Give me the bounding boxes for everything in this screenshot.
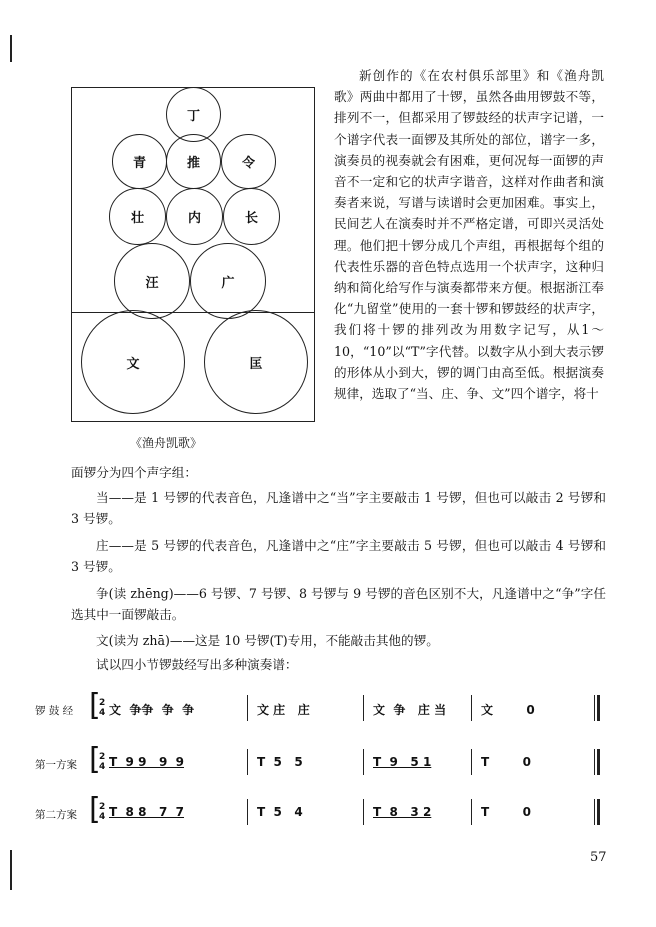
measure-1: T 8 8 7 7	[109, 805, 185, 819]
gong-label: 长	[244, 211, 258, 226]
row-label: 锣 鼓 经	[35, 705, 74, 717]
bar-line	[471, 799, 472, 825]
measure-2: T 5 5	[257, 755, 303, 769]
gong-chang	[223, 188, 280, 245]
measure-3: 文 争 庄 当	[373, 703, 447, 717]
measure-4: T 0	[481, 755, 531, 769]
gong-label: 推	[186, 156, 200, 171]
gong-label: 壮	[130, 211, 144, 226]
measure-1: 文 争争 争 争	[109, 703, 195, 717]
row-label: 第一方案	[35, 759, 77, 771]
bar-line	[247, 749, 248, 775]
gong-label: 汪	[145, 275, 159, 291]
gong-zhuang	[109, 188, 166, 245]
measure-4: T 0	[481, 805, 531, 819]
margin-mark-bottom	[10, 850, 12, 890]
paragraph-intro-end: 面锣分为四个声字组：	[71, 465, 197, 480]
page-number: 57	[590, 850, 607, 865]
gong-label: 令	[241, 156, 255, 171]
bar-line	[471, 749, 472, 775]
margin-mark-top	[10, 35, 12, 62]
definition-zhuang: 庄——是 5 号锣的代表音色，凡逢谱中之“庄”字主要敲击 5 号锣，但也可以敲击 4 号锣和 3 号锣。	[71, 538, 606, 575]
bar-line	[363, 799, 364, 825]
gong-label: 匡	[249, 356, 263, 372]
gong-wang	[114, 243, 190, 319]
gong-qing	[112, 134, 167, 189]
gong-label: 丁	[186, 109, 200, 124]
gong-guang	[190, 243, 266, 319]
definition-dang: 当——是 1 号锣的代表音色，凡逢谱中之“当”字主要敲击 1 号锣，但也可以敲击 2 号锣和 3 号锣。	[71, 490, 606, 527]
gong-label: 内	[187, 211, 201, 226]
gong-ling	[221, 134, 276, 189]
definition-wen: 文(读为 zhā)——这是 10 号锣(T)专用，不能敲击其他的锣。	[96, 633, 439, 648]
measure-2: T 5 4	[257, 805, 303, 819]
brace-symbol: [	[89, 792, 101, 827]
bar-line	[471, 695, 472, 721]
bar-line	[363, 749, 364, 775]
gong-nei	[166, 188, 223, 245]
measure-4: 文 0	[481, 703, 535, 717]
final-bar-line	[594, 749, 600, 775]
final-bar-line	[594, 695, 600, 721]
measure-3: T 9 5 1	[373, 755, 432, 769]
score-row-plan-1	[35, 742, 615, 779]
gong-layout-figure	[71, 87, 315, 422]
gong-label: 文	[126, 356, 140, 372]
paragraph-intro: 新创作的《在农村俱乐部里》和《渔舟凯歌》两曲中都用了十锣，虽然各曲用锣鼓不等，排列不一，但都采用了锣鼓经的状声字记谱，一个谱字代表一面锣及其所处的部位，谱字一多，演奏员的视奏就会有困难，更何况每一面锣的声音不一定和它的状声字谐音，这样对作曲者和演奏者来说，写谱与读谱时会更加困难。事实上，民间艺人在演奏时并不严格定谱，可即兴灵活处理。他们把十锣分成几个声组，再根据每个组的代表性乐器的音色特点选用一个状声字，这种归纳和简化给写作与演奏都带来方便。根据浙江奉化“九留堂”使用的一套十锣和锣鼓经的状声字，我们将十锣的排列改为用数字记写，从1～10，“10”以“T”字代替。以数字从小到大表示锣的形体从小到大，锣的调门由高至低。根据演奏规律，选取了“当、庄、争、文”四个谱字，将十	[334, 68, 604, 402]
gong-tui	[166, 134, 221, 189]
score-row-luogujing	[35, 688, 615, 725]
time-signature: 2 4	[99, 752, 106, 772]
bar-line	[247, 695, 248, 721]
figure-caption: 《渔舟凯歌》	[130, 436, 203, 450]
time-signature: 2 4	[99, 698, 106, 718]
gong-kuang	[204, 310, 308, 414]
gong-wen	[81, 310, 185, 414]
score-row-plan-2	[35, 792, 615, 829]
final-bar-line	[594, 799, 600, 825]
definition-zheng: 争(读 zhēng)——6 号锣、7 号锣、8 号锣与 9 号锣的音色区别不大，凡逢谱中之“争”字任选其中一面锣敲击。	[71, 586, 606, 623]
gong-label: 青	[132, 156, 146, 171]
measure-2: 文 庄 庄	[257, 703, 310, 717]
time-signature: 2 4	[99, 802, 106, 822]
bar-line	[363, 695, 364, 721]
score-intro: 试以四小节锣鼓经写出多种演奏谱：	[96, 657, 298, 672]
brace-symbol: [	[89, 742, 101, 777]
measure-3: T 8 3 2	[373, 805, 432, 819]
brace-symbol: [	[89, 688, 101, 723]
row-label: 第二方案	[35, 809, 77, 821]
gong-label: 广	[221, 275, 235, 291]
figure-divider	[72, 312, 314, 313]
measure-1: T 9 9 9 9	[109, 755, 185, 769]
bar-line	[247, 799, 248, 825]
